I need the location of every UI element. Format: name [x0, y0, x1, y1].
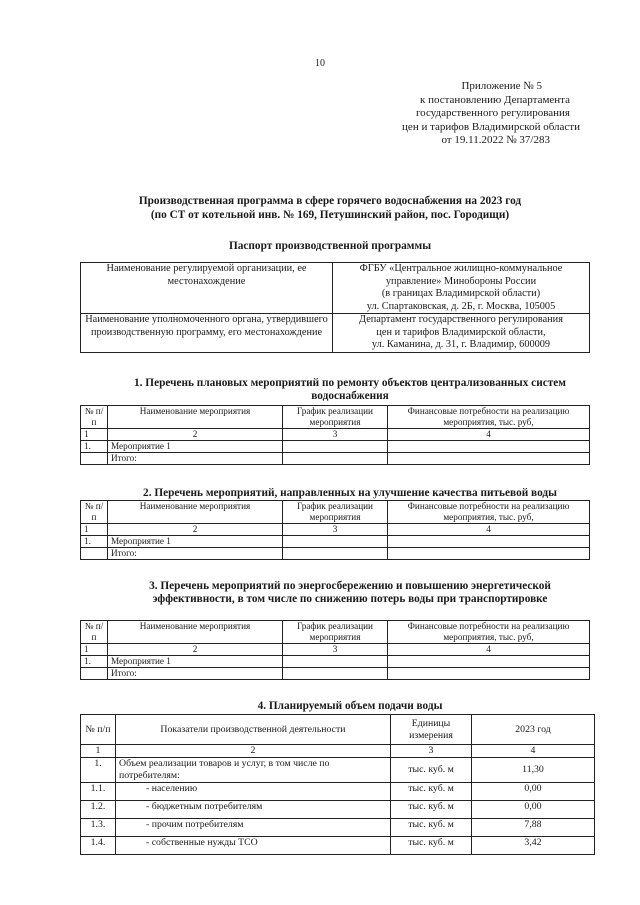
- appendix-line: Приложение № 5: [461, 80, 542, 92]
- cell: - прочим потребителям: [116, 819, 391, 837]
- value-line: управление» Минобороны России: [385, 275, 537, 287]
- cell: [283, 668, 388, 680]
- cell: Объем реализации товаров и услуг, в том числе по потребителям:: [116, 758, 391, 783]
- table-row: [81, 548, 590, 560]
- cell: 4: [388, 644, 590, 656]
- cell: [81, 548, 108, 560]
- section-title-line: 1. Перечень плановых мероприятий по ремонту объектов централизованных систем: [134, 377, 566, 389]
- cell: [81, 453, 108, 465]
- section1-title: [60, 377, 640, 403]
- passport-value: [333, 314, 590, 353]
- cell: 1.1.: [81, 783, 116, 801]
- passport-title: Паспорт производственной программы: [228, 240, 432, 252]
- cell: тыс. куб. м: [391, 783, 472, 801]
- appendix-line: цен и тарифов Владимирской области: [402, 120, 580, 133]
- cell: 1: [81, 429, 108, 441]
- value-line: ФГБУ «Центральное жилищно-коммунальное: [359, 263, 563, 274]
- table-header-row: [81, 406, 590, 429]
- value-line: Департамент государственного регулирования: [359, 314, 563, 325]
- section2-table: [80, 500, 590, 560]
- cell: тыс. куб. м: [391, 758, 472, 783]
- col-name: Наименование мероприятия: [108, 501, 283, 524]
- cell: 4: [388, 524, 590, 536]
- table-row: [81, 668, 590, 680]
- table-header-row: [81, 715, 595, 745]
- table-row: [81, 837, 595, 855]
- cell: 1: [81, 524, 108, 536]
- cell: [388, 548, 590, 560]
- table-row: [81, 801, 595, 819]
- table-row: [81, 263, 590, 314]
- cell: Мероприятие 1: [108, 656, 283, 668]
- cell: [283, 656, 388, 668]
- cell: тыс. куб. м: [391, 837, 472, 855]
- section1-table: [80, 405, 590, 465]
- section3-table: [80, 620, 590, 680]
- col-num: № п/п: [81, 406, 108, 429]
- section-title-line: 3. Перечень мероприятий по энергосбережению и повышению энергетической: [149, 580, 551, 592]
- cell: 3: [283, 524, 388, 536]
- cell: 2: [108, 429, 283, 441]
- cell: 1: [81, 745, 116, 758]
- appendix-line: государственного регулирования: [415, 107, 570, 119]
- page-number: 10: [315, 58, 325, 69]
- cell: 1.: [81, 536, 108, 548]
- col-year: 2023 год: [472, 715, 595, 745]
- cell: тыс. куб. м: [391, 819, 472, 837]
- cell: 0,00: [472, 801, 595, 819]
- table-row: [81, 453, 590, 465]
- col-num: № п/п: [81, 715, 116, 745]
- section4-table: [80, 714, 595, 855]
- cell: Итого:: [108, 548, 283, 560]
- cell: 11,30: [472, 758, 595, 783]
- document-title: [60, 194, 600, 222]
- col-units: Единицы измерения: [391, 715, 472, 745]
- col-finance: Финансовые потребности на реализацию мероприятия, тыс. руб,: [388, 406, 590, 429]
- table-row: [81, 314, 590, 353]
- table-row: [81, 656, 590, 668]
- table-header-row: [81, 621, 590, 644]
- col-name: Наименование мероприятия: [108, 621, 283, 644]
- col-indicator: Показатели производственной деятельности: [116, 715, 391, 745]
- table-row: [81, 758, 595, 783]
- passport-label: Наименование регулируемой организации, ее местонахождение: [81, 263, 333, 314]
- col-num: № п/п: [81, 501, 108, 524]
- table-row: [81, 536, 590, 548]
- section-title-line: водоснабжения: [311, 390, 389, 402]
- cell: 1.: [81, 441, 108, 453]
- cell: 2: [108, 524, 283, 536]
- cell: [283, 536, 388, 548]
- col-name: Наименование мероприятия: [108, 406, 283, 429]
- cell: 4: [472, 745, 595, 758]
- appendix-line: от 19.11.2022 № 37/283: [441, 134, 550, 146]
- table-row: [81, 819, 595, 837]
- cell: 0,00: [472, 783, 595, 801]
- cell: Мероприятие 1: [108, 536, 283, 548]
- cell: [388, 441, 590, 453]
- table-row: [81, 524, 590, 536]
- cell: [388, 453, 590, 465]
- cell: Мероприятие 1: [108, 441, 283, 453]
- table-row: [81, 745, 595, 758]
- passport-label: Наименование уполномоченного органа, утвердившего производственную программу, его местонахождение: [81, 314, 333, 353]
- cell: 3: [283, 429, 388, 441]
- value-line: ул. Каманина, д. 31, г. Владимир, 600009: [371, 339, 551, 350]
- cell: 4: [388, 429, 590, 441]
- cell: тыс. куб. м: [391, 801, 472, 819]
- title-line: Производственная программа в сфере горячего водоснабжения на 2023 год: [138, 195, 522, 207]
- col-finance: Финансовые потребности на реализацию мероприятия, тыс. руб,: [388, 501, 590, 524]
- col-schedule: График реализации мероприятия: [283, 406, 388, 429]
- cell: 3,42: [472, 837, 595, 855]
- value-line: ул. Спартаковская, д. 2Б, г. Москва, 105005: [366, 300, 556, 312]
- cell: 2: [116, 745, 391, 758]
- title-line: (по СТ от котельной инв. № 169, Петушинский район, пос. Городищи): [150, 209, 510, 221]
- cell: 7,88: [472, 819, 595, 837]
- col-num: № п/п: [81, 621, 108, 644]
- col-schedule: График реализации мероприятия: [283, 501, 388, 524]
- table-row: [81, 644, 590, 656]
- value-line: (в границах Владимирской области): [381, 288, 541, 299]
- cell: [81, 668, 108, 680]
- section2-title: 2. Перечень мероприятий, направленных на улучшение качества питьевой воды: [143, 487, 557, 499]
- passport-table: [80, 262, 590, 353]
- section3-title: [60, 580, 640, 606]
- cell: [388, 656, 590, 668]
- cell: [388, 668, 590, 680]
- cell: - населению: [116, 783, 391, 801]
- cell: 1.4.: [81, 837, 116, 855]
- section-title-line: эффективности, в том числе по снижению потерь воды при транспортировке: [152, 593, 548, 605]
- cell: [283, 441, 388, 453]
- cell: [283, 453, 388, 465]
- cell: Итого:: [108, 453, 283, 465]
- table-header-row: [81, 501, 590, 524]
- cell: - бюджетным потребителям: [116, 801, 391, 819]
- cell: 1.2.: [81, 801, 116, 819]
- col-finance: Финансовые потребности на реализацию мероприятия, тыс. руб,: [388, 621, 590, 644]
- cell: 1.3.: [81, 819, 116, 837]
- appendix-line: к постановлению Департамента: [419, 93, 570, 106]
- cell: 2: [108, 644, 283, 656]
- col-schedule: График реализации мероприятия: [283, 621, 388, 644]
- cell: 1.: [81, 656, 108, 668]
- section4-title: 4. Планируемый объем подачи воды: [257, 700, 443, 712]
- cell: 3: [283, 644, 388, 656]
- appendix-block: [340, 80, 580, 148]
- table-row: [81, 429, 590, 441]
- cell: [283, 548, 388, 560]
- value-line: цен и тарифов Владимирской области,: [376, 326, 546, 338]
- cell: 1: [81, 644, 108, 656]
- cell: 1.: [81, 758, 116, 783]
- table-row: [81, 441, 590, 453]
- cell: Итого:: [108, 668, 283, 680]
- table-row: [81, 783, 595, 801]
- cell: - собственные нужды ТСО: [116, 837, 391, 855]
- cell: [388, 536, 590, 548]
- passport-value: [333, 263, 590, 314]
- cell: 3: [391, 745, 472, 758]
